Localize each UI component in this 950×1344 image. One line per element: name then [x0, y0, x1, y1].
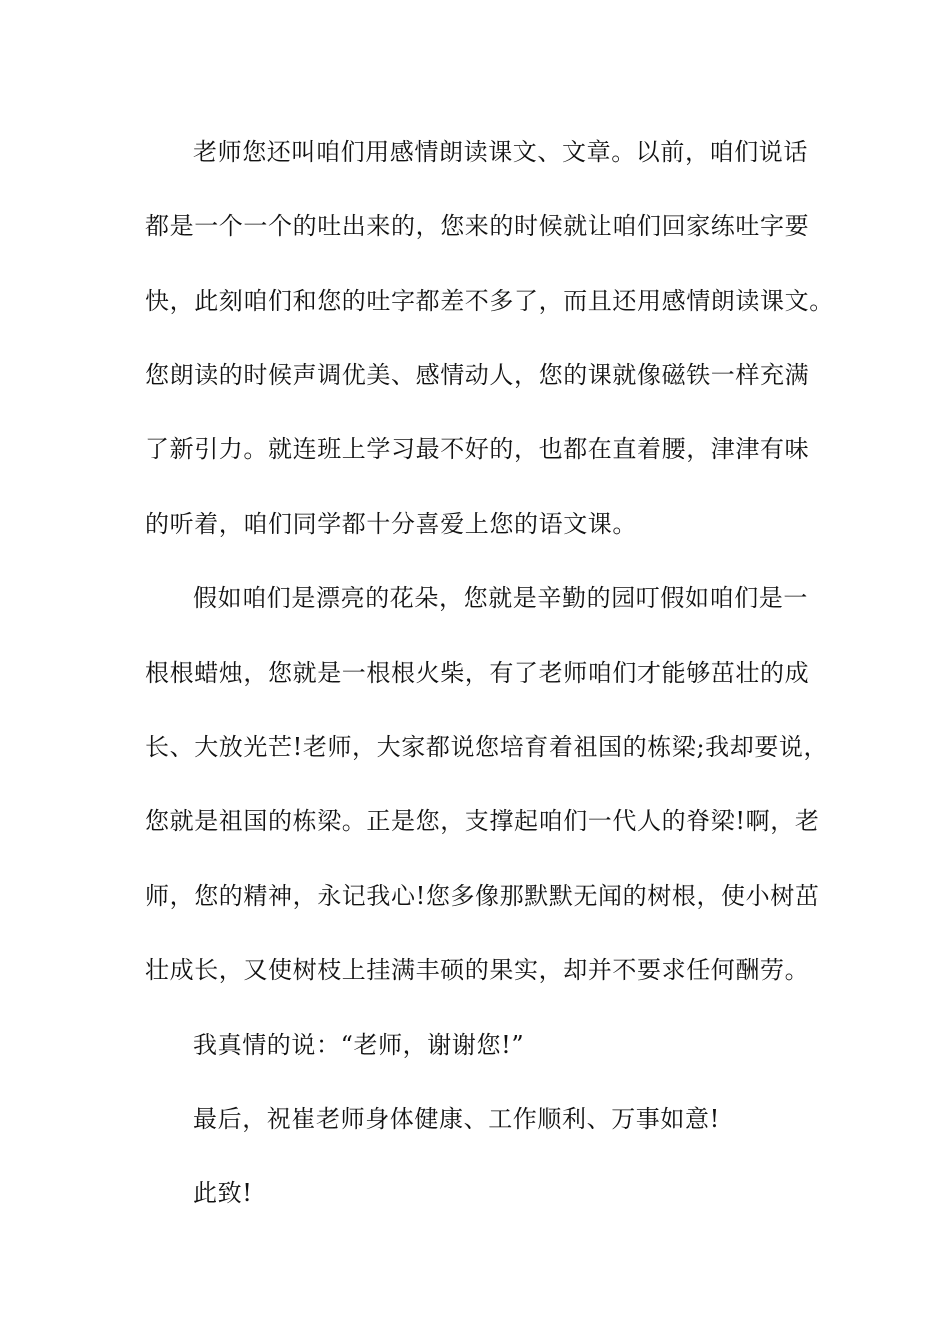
paragraph-2-line-1: 假如咱们是漂亮的花朵，您就是辛勤的园叮假如咱们是一	[193, 584, 808, 612]
paragraph-1-line-1: 老师您还叫咱们用感情朗读课文、文章。以前，咱们说话	[193, 138, 808, 166]
paragraph-1-line-6: 的听着，咱们同学都十分喜爱上您的语文课。	[145, 510, 637, 538]
paragraph-2-line-3: 长、大放光芒!老师，大家都说您培育着祖国的栋梁;我却要说，	[145, 733, 829, 761]
closing-line: 此致!	[193, 1179, 253, 1207]
paragraph-2-line-4: 您就是祖国的栋梁。正是您，支撑起咱们一代人的脊梁!啊，老	[145, 807, 820, 835]
paragraph-1-line-4: 您朗读的时候声调优美、感情动人，您的课就像磁铁一样充满	[145, 361, 810, 389]
paragraph-1-line-5: 了新引力。就连班上学习最不好的，也都在直着腰，津津有味	[145, 435, 810, 463]
paragraph-1-line-3: 快，此刻咱们和您的吐字都差不多了，而且还用感情朗读课文。	[145, 287, 834, 315]
paragraph-2-line-2: 根根蜡烛，您就是一根根火柴，有了老师咱们才能够茁壮的成	[145, 659, 810, 687]
paragraph-2-line-6: 壮成长，又使树枝上挂满丰硕的果实，却并不要求任何酬劳。	[145, 956, 810, 984]
paragraph-1-line-2: 都是一个一个的吐出来的，您来的时候就让咱们回家练吐字要	[145, 212, 810, 240]
paragraph-3-line-1: 我真情的说：“老师，谢谢您!”	[193, 1031, 525, 1059]
paragraph-4-line-1: 最后，祝崔老师身体健康、工作顺利、万事如意!	[193, 1105, 720, 1133]
paragraph-2-line-5: 师，您的精神，永记我心!您多像那默默无闻的树根，使小树茁	[145, 882, 820, 910]
